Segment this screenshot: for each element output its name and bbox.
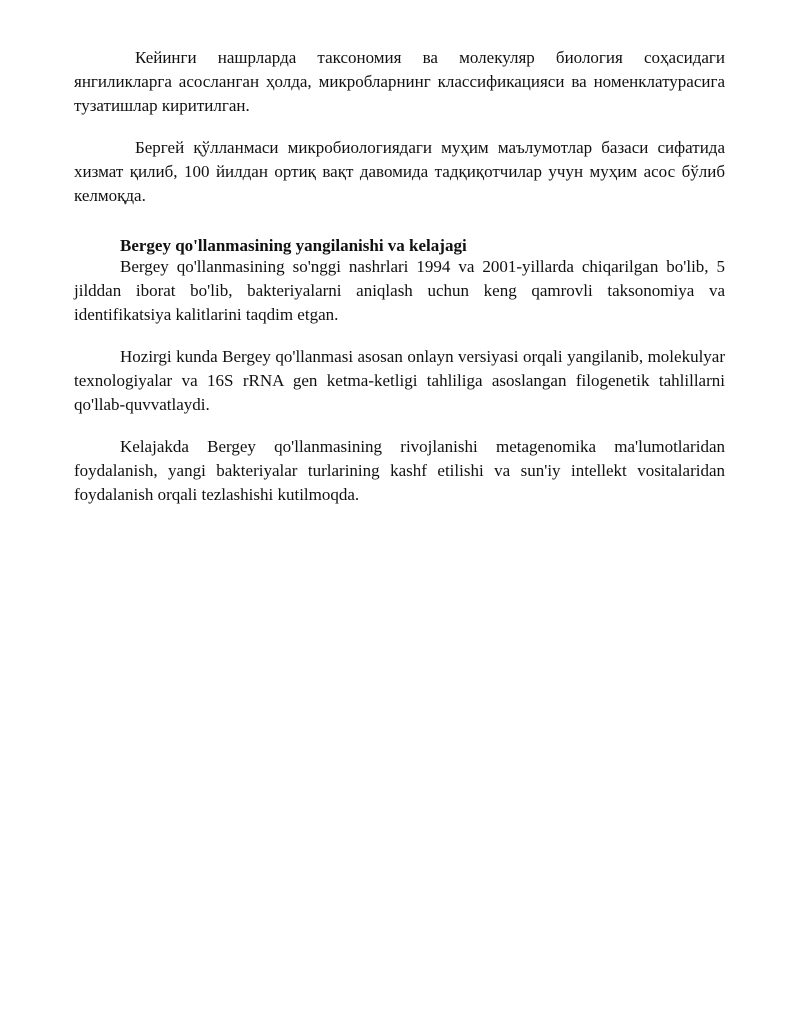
paragraph-latest-editions: Bergey qo'llanmasining so'nggi nashrlari 1994 va 2001-yillarda chiqarilgan bo'lib, 5 jilddan iborat bo'lib, bakteriyalarni aniqlash uchun keng qamrovli taksonomiya va identifikatsiya kalitlarini taqdim etgan. [74,257,725,324]
section-heading: Bergey qo'llanmasining yangilanishi va kelajagi [120,236,467,255]
paragraph-online-version: Hozirgi kunda Bergey qo'llanmasi asosan onlayn versiyasi orqali yangilanib, molekulyar texnologiyalar va 16S rRNA gen ketma-ketligi tahliliga asoslangan filogenetik tahlillarni qo'llab-quvvatlaydi. [74,347,725,414]
document-body [74,46,725,507]
paragraph-future: Kelajakda Bergey qo'llanmasining rivojlanishi metagenomika ma'lumotlaridan foydalanish, yangi bakteriyalar turlarining kashf etilishi va sun'iy intellekt vositalaridan foydalanish orqali tezlashishi kutilmoqda. [74,437,725,504]
paragraph-revisions: Кейинги нашрларда таксономия ва молекуляр биология соҳасидаги янгиликларга асосланган ҳолда, микробларнинг классификацияси ва номенклатурасига тузатишлар киритилган. [74,48,725,115]
paragraph-database: Бергей қўлланмаси микробиологиядаги муҳим маълумотлар базаси сифатида хизмат қилиб, 100 йилдан ортиқ вақт давомида тадқиқотчилар учун муҳим асос бўлиб келмоқда. [74,138,725,205]
